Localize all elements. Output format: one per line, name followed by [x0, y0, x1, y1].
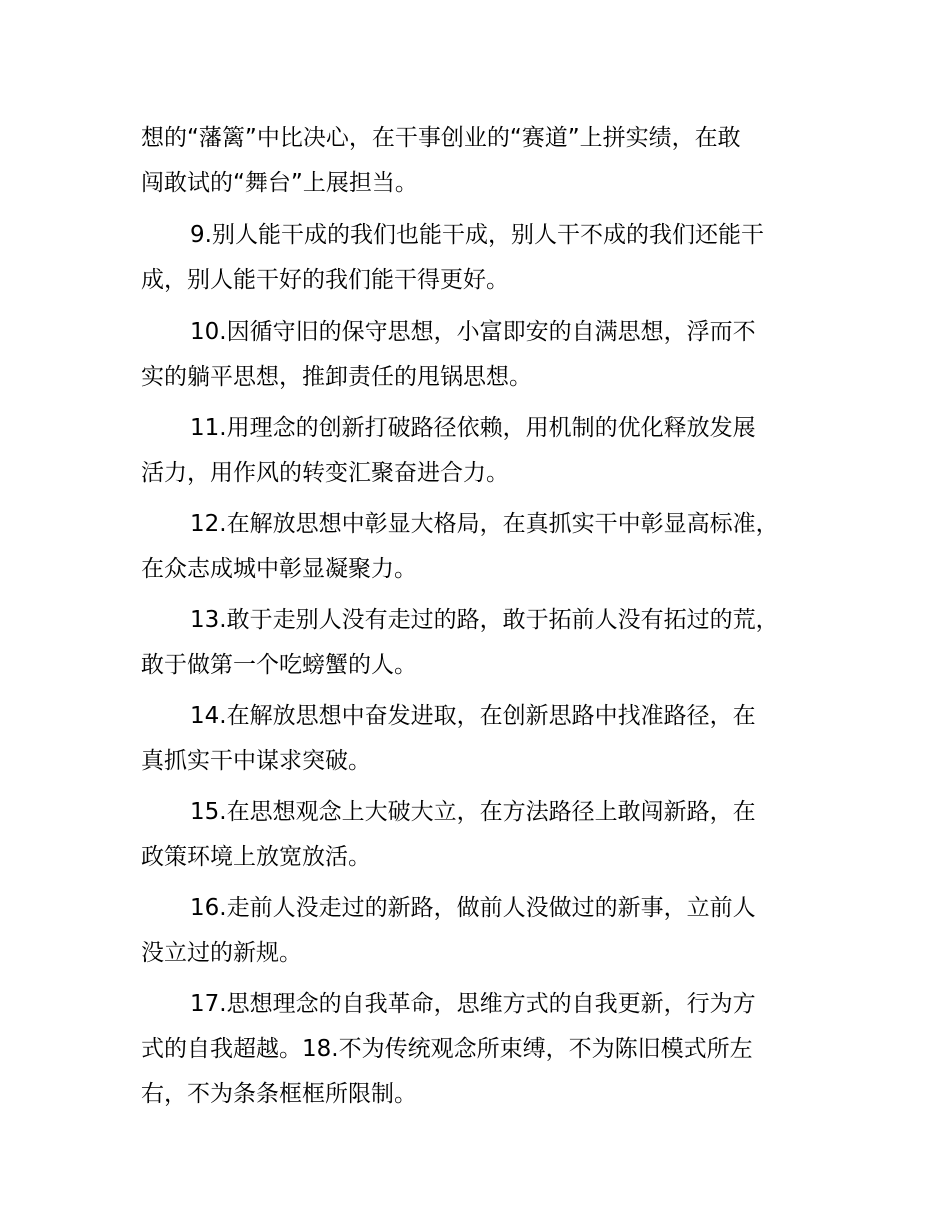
text-line: 式的自我超越。18.不为传统观念所束缚，不为陈旧模式所左 — [141, 1036, 753, 1062]
text-line: 16.走前人没走过的新路，做前人没做过的新事，立前人 — [190, 895, 756, 921]
text-line: 敢于做第一个吃螃蟹的人。 — [141, 652, 417, 678]
text-line: 闯敢试的“舞台”上展担当。 — [141, 170, 418, 196]
text-line: 没立过的新规。 — [141, 940, 302, 966]
text-line: 17.思想理念的自我革命，思维方式的自我更新，行为方 — [190, 991, 756, 1017]
text-line: 真抓实干中谋求突破。 — [141, 748, 371, 774]
text-line: 想的“藩篱”中比决心，在干事创业的“赛道”上拼实绩，在敢 — [141, 125, 741, 151]
text-line: 9.别人能干成的我们也能干成，别人干不成的我们还能干 — [190, 222, 764, 248]
text-line: 13.敢于走别人没有走过的路，敢于拓前人没有拓过的荒， — [190, 607, 779, 633]
text-line: 15.在思想观念上大破大立，在方法路径上敢闯新路，在 — [190, 799, 756, 825]
text-line: 10.因循守旧的保守思想，小富即安的自满思想，浮而不 — [190, 319, 756, 345]
text-line: 在众志成城中彰显凝聚力。 — [141, 556, 417, 582]
text-line: 14.在解放思想中奋发进取，在创新思路中找准路径，在 — [190, 703, 756, 729]
text-line: 11.用理念的创新打破路径依赖，用机制的优化释放发展 — [190, 415, 756, 441]
text-line: 实的躺平思想，推卸责任的甩锅思想。 — [141, 364, 532, 390]
text-line: 成，别人能干好的我们能干得更好。 — [141, 267, 509, 293]
text-line: 政策环境上放宽放活。 — [141, 844, 371, 870]
text-line: 12.在解放思想中彰显大格局，在真抓实干中彰显高标准， — [190, 511, 779, 537]
text-line: 活力，用作风的转变汇聚奋进合力。 — [141, 460, 509, 486]
text-line: 右，不为条条框框所限制。 — [141, 1081, 417, 1107]
